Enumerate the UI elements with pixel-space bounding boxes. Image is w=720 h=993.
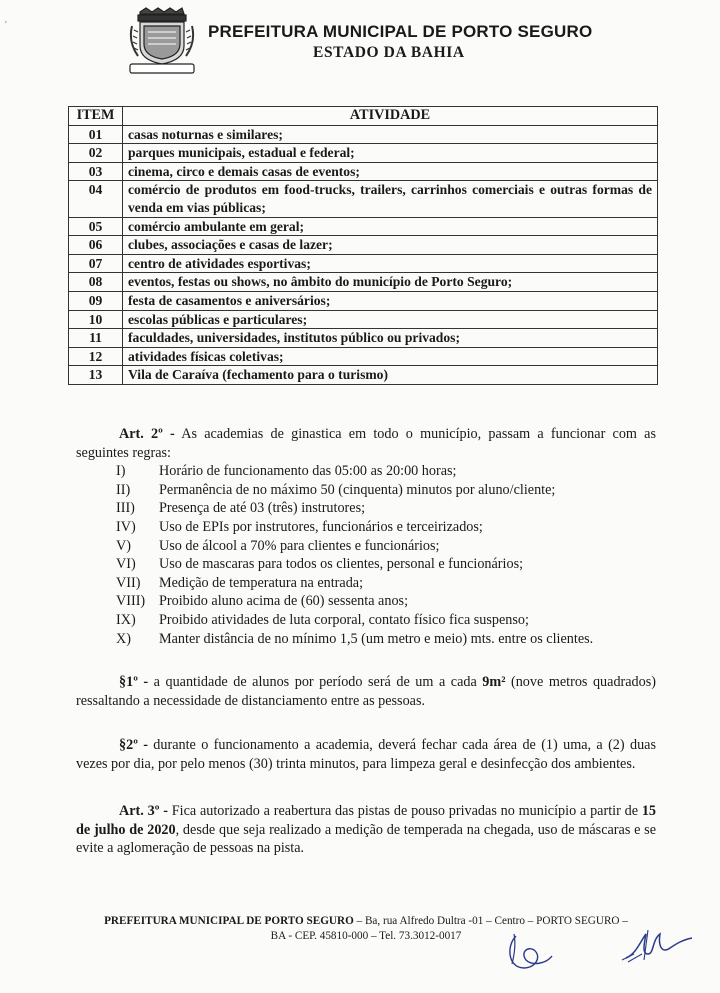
- activity-cell: faculdades, universidades, institutos público ou privados;: [123, 329, 658, 348]
- item-number: 01: [69, 125, 123, 144]
- municipal-crest-icon: [126, 6, 198, 76]
- item-number: 12: [69, 347, 123, 366]
- item-number: 10: [69, 310, 123, 329]
- rule-text: Uso de EPIs por instrutores, funcionários e terceirizados;: [159, 518, 483, 535]
- footer-org: PREFEITURA MUNICIPAL DE PORTO SEGURO: [104, 915, 354, 927]
- table-row: [69, 310, 658, 329]
- column-header-item: ITEM: [69, 107, 123, 126]
- paragraph-1-text-b: (nove metros quadrados) ressaltando a necessidade de distanciamento entre as pessoas.: [76, 674, 656, 709]
- list-item: [116, 630, 656, 649]
- gym-rules-list: [76, 462, 656, 648]
- letterhead: [208, 22, 628, 62]
- article-3-label: Art. 3º -: [119, 803, 168, 819]
- item-number: 08: [69, 273, 123, 292]
- table-row: [69, 273, 658, 292]
- item-number: 04: [69, 181, 123, 217]
- rule-number: III): [116, 500, 135, 517]
- item-number: 02: [69, 144, 123, 163]
- table-row: [69, 162, 658, 181]
- rule-text: Medição de temperatura na entrada;: [159, 574, 364, 591]
- paragraph-1: [76, 673, 656, 710]
- rule-number: I): [116, 463, 126, 480]
- rule-text: Manter distância de no mínimo 1,5 (um metro e meio) mts. entre os clientes.: [159, 630, 594, 647]
- article-2-label: Art. 2º -: [119, 426, 175, 442]
- item-number: 05: [69, 217, 123, 236]
- column-header-activity: ATIVIDADE: [123, 107, 658, 126]
- activity-cell: eventos, festas ou shows, no âmbito do município de Porto Seguro;: [123, 273, 658, 292]
- activity-cell: centro de atividades esportivas;: [123, 254, 658, 273]
- list-item: [116, 499, 656, 518]
- item-number: 07: [69, 254, 123, 273]
- rule-number: V): [116, 537, 131, 554]
- article-2-text: As academias de ginastica em todo o município, passam a funcionar com as seguintes regras:: [76, 426, 656, 461]
- rule-number: IX): [116, 611, 136, 628]
- rule-text: Horário de funcionamento das 05:00 as 20:00 horas;: [159, 463, 457, 480]
- signature-icon: [618, 924, 698, 966]
- rule-number: X): [116, 630, 131, 647]
- item-number: 09: [69, 291, 123, 310]
- rule-text: Uso de álcool a 70% para clientes e funcionários;: [159, 537, 440, 554]
- article-3: [76, 802, 656, 858]
- paragraph-2: [76, 736, 656, 773]
- header-title: PREFEITURA MUNICIPAL DE PORTO SEGURO: [208, 22, 593, 41]
- list-item: [116, 555, 656, 574]
- paragraph-2-text: durante o funcionamento a academia, deverá fechar cada área de (1) uma, a (2) duas vezes por dia, por pelo menos (30) trinta minutos, para limpeza geral e desinfecção dos ambientes.: [76, 737, 656, 772]
- activity-cell: comércio de produtos em food-trucks, trailers, carrinhos comerciais e outras formas de venda em vias públicas;: [123, 181, 658, 217]
- activity-cell: casas noturnas e similares;: [123, 125, 658, 144]
- footer: [76, 914, 656, 943]
- list-item: [116, 537, 656, 556]
- table-row: [69, 144, 658, 163]
- rule-text: Uso de mascaras para todos os clientes, personal e funcionários;: [159, 556, 524, 573]
- table-row: [69, 125, 658, 144]
- article-3-text-a: Fica autorizado a reabertura das pistas de pouso privadas no município a partir de: [167, 803, 642, 819]
- activity-cell: cinema, circo e demais casas de eventos;: [123, 162, 658, 181]
- activity-cell: festa de casamentos e aniversários;: [123, 291, 658, 310]
- rule-number: VIII): [116, 593, 146, 610]
- paragraph-1-area: 9m²: [482, 674, 506, 690]
- activities-table: [68, 106, 658, 385]
- table-row: [69, 347, 658, 366]
- activity-cell: parques municipais, estadual e federal;: [123, 144, 658, 163]
- list-item: [116, 574, 656, 593]
- item-number: 03: [69, 162, 123, 181]
- rule-text: Permanência de no máximo 50 (cinquenta) minutos por aluno/cliente;: [159, 481, 556, 498]
- article-2: [76, 425, 656, 648]
- paragraph-2-label: §2º -: [119, 737, 148, 753]
- table-row: [69, 254, 658, 273]
- article-3-date: 15 de julho de 2020: [76, 803, 656, 838]
- article-3-text-b: , desde que seja realizado a medição de temperada na chegada, uso de máscaras e se evite a aglomeração de pessoas na pista.: [76, 821, 656, 857]
- list-item: [116, 481, 656, 500]
- activity-cell: comércio ambulante em geral;: [123, 217, 658, 236]
- activity-cell: escolas públicas e particulares;: [123, 310, 658, 329]
- rule-number: II): [116, 481, 131, 498]
- item-number: 13: [69, 366, 123, 385]
- list-item: [116, 518, 656, 537]
- item-number: 06: [69, 236, 123, 255]
- rule-text: Proibido atividades de luta corporal, contato físico fica suspenso;: [159, 611, 529, 628]
- table-row: [69, 236, 658, 255]
- paragraph-1-text-a: a quantidade de alunos por período será de um a cada: [148, 674, 483, 690]
- table-header-row: [69, 107, 658, 126]
- item-number: 11: [69, 329, 123, 348]
- list-item: [116, 592, 656, 611]
- activity-cell: clubes, associações e casas de lazer;: [123, 236, 658, 255]
- article-2-intro: [76, 425, 656, 462]
- table-row: [69, 366, 658, 385]
- rule-text: Proibido aluno acima de (60) sessenta anos;: [159, 593, 409, 610]
- margin-mark: ': [5, 20, 7, 31]
- header-subtitle: ESTADO DA BAHIA: [313, 44, 465, 61]
- table-row: [69, 217, 658, 236]
- footer-line-1: [76, 914, 656, 929]
- table-row: [69, 329, 658, 348]
- table-row: [69, 181, 658, 217]
- rule-number: VII): [116, 574, 141, 591]
- footer-address-1: – Ba, rua Alfredo Dultra -01 – Centro – PORTO SEGURO –: [353, 915, 628, 927]
- rule-number: IV): [116, 518, 136, 535]
- list-item: [116, 462, 656, 481]
- rule-number: VI): [116, 556, 136, 573]
- initials-signature-icon: [502, 930, 562, 975]
- activity-cell: atividades físicas coletivas;: [123, 347, 658, 366]
- list-item: [116, 611, 656, 630]
- table-row: [69, 291, 658, 310]
- activity-cell: Vila de Caraíva (fechamento para o turismo): [123, 366, 658, 385]
- paragraph-1-label: §1º -: [119, 674, 149, 690]
- rule-text: Presença de até 03 (três) instrutores;: [159, 500, 366, 517]
- footer-address-2: BA - CEP. 45810-000 – Tel. 73.3012-0017: [270, 929, 462, 942]
